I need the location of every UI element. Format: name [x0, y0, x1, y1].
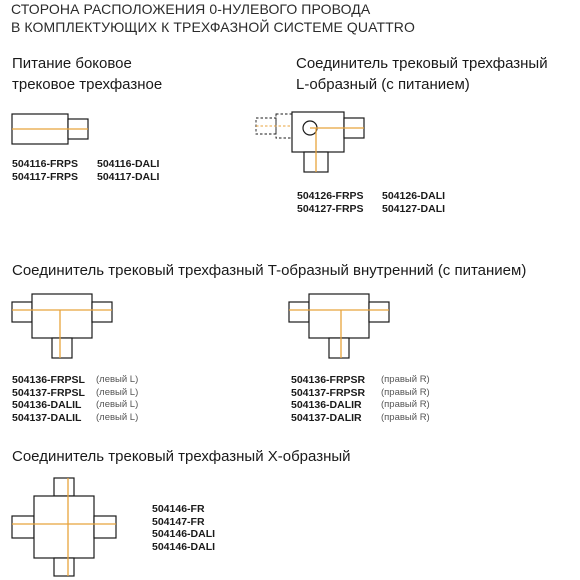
l-connector-codes-right — [382, 190, 445, 215]
l-connector-codes-left — [297, 190, 364, 215]
t-left-codes — [12, 374, 85, 424]
t-right-body — [309, 294, 369, 338]
side-note: (левый L) — [96, 399, 139, 410]
side-power-diagram — [8, 110, 98, 150]
side-note: (правый R) — [381, 399, 430, 410]
product-code: 504117-DALI — [97, 170, 160, 183]
side-note: (правый R) — [381, 411, 430, 423]
product-code: 504136-FRPSL — [12, 374, 85, 386]
product-code: 504146-DALI — [152, 528, 216, 540]
x-plug-left — [12, 516, 34, 538]
page-header — [11, 0, 571, 36]
t-right-plug-right — [369, 302, 389, 322]
l-connector-title-line-1: Соединитель трековый трехфазный — [296, 55, 548, 72]
side-power-title-line-1: Питание боковое — [12, 55, 132, 72]
product-code: 504116-DALI — [97, 158, 160, 170]
side-note: (левый L) — [96, 374, 139, 385]
x-plug-right — [94, 516, 116, 538]
x-connector-codes — [152, 503, 215, 553]
t-right-codes — [291, 374, 365, 424]
product-code: 504137-DALIL — [12, 411, 82, 424]
product-code: 504137-DALIR — [291, 411, 362, 424]
x-connector-diagram — [8, 474, 128, 578]
t-connector-title: Соединитель трековый трехфазный T-образный внутренний (с питанием) — [12, 262, 527, 279]
product-code: 504137-FRPSR — [291, 386, 366, 399]
l-connector-title — [296, 53, 548, 95]
product-code: 504146-DALI — [152, 540, 216, 553]
product-code: 504136-DALIL — [12, 399, 82, 411]
t-right-plug-left — [289, 302, 309, 322]
x-plug-bottom — [54, 558, 74, 576]
side-power-title-line-2: трековое трехфазное — [12, 76, 163, 93]
product-code: 504127-FRPS — [297, 202, 364, 215]
t-left-plug-right — [92, 302, 112, 322]
product-code: 504126-FRPS — [297, 190, 364, 202]
l-connector-body — [292, 112, 344, 152]
product-code: 504127-DALI — [382, 202, 446, 215]
t-left-plug-bottom — [52, 338, 72, 358]
t-connector-right-diagram — [285, 288, 395, 366]
t-left-plug-left — [12, 302, 32, 322]
side-power-codes-right — [97, 158, 159, 183]
t-connector-left-diagram — [8, 288, 118, 366]
t-left-notes — [96, 374, 138, 424]
t-right-plug-bottom — [329, 338, 349, 358]
t-right-notes — [381, 374, 430, 424]
l-connector-diagram — [252, 108, 372, 188]
x-body — [34, 496, 94, 558]
side-power-title — [12, 53, 162, 95]
x-plug-top — [54, 478, 74, 496]
side-note: (левый L) — [96, 411, 139, 423]
side-note: (левый L) — [96, 386, 139, 398]
product-code: 504137-FRPSL — [12, 386, 85, 399]
product-code: 504126-DALI — [382, 190, 446, 202]
t-left-body — [32, 294, 92, 338]
side-note: (правый R) — [381, 374, 430, 385]
header-line-2: В КОМПЛЕКТУЮЩИХ К ТРЕХФАЗНОЙ СИСТЕМЕ QUATTRO — [11, 19, 415, 35]
product-code: 504147-FR — [152, 515, 205, 528]
side-note: (правый R) — [381, 386, 430, 398]
header-line-1: СТОРОНА РАСПОЛОЖЕНИЯ 0-НУЛЕВОГО ПРОВОДА — [11, 1, 371, 17]
side-power-codes-left — [12, 158, 78, 183]
product-code: 504136-FRPSR — [291, 374, 366, 386]
product-code: 504146-FR — [152, 503, 205, 515]
product-code: 504117-FRPS — [12, 170, 78, 183]
x-connector-title: Соединитель трековый трехфазный X-образный — [12, 448, 351, 465]
l-connector-title-line-2: L-образный (с питанием) — [296, 76, 470, 93]
product-code: 504116-FRPS — [12, 158, 78, 170]
product-code: 504136-DALIR — [291, 399, 362, 411]
